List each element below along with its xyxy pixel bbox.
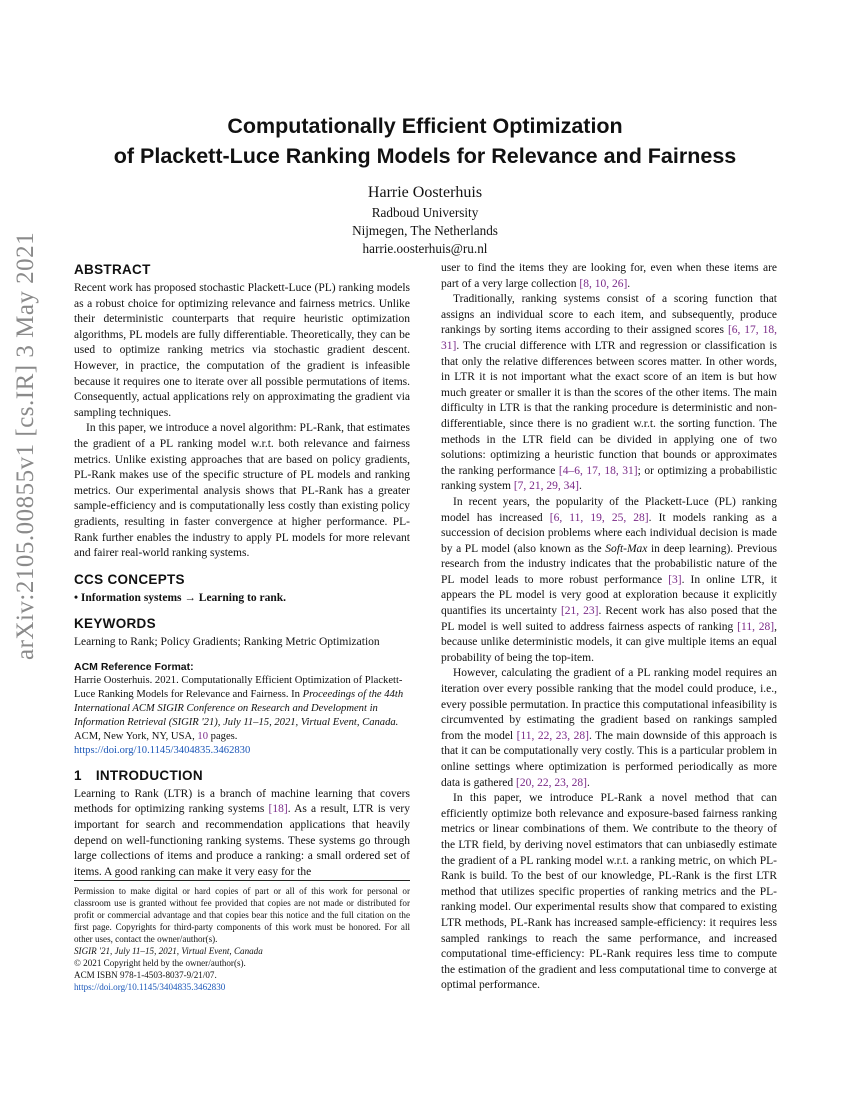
author-location: Nijmegen, The Netherlands <box>352 223 498 238</box>
citation-link[interactable]: [8, 10, 26] <box>579 277 628 290</box>
citation-link[interactable]: [6, 11, 19, 25, 28] <box>549 511 649 524</box>
footnote-doi-link[interactable]: https://doi.org/10.1145/3404835.3462830 <box>74 982 226 992</box>
acm-ref-text: Harrie Oosterhuis. 2021. Computationally Efficient Optimization of Plackett-Luce Ranking Models for Relevance and Fairness. In Proceedings of the 44th International ACM SIGIR Conference on Research and Development in Information Retrieval (SIGIR '21), July 11–15, 2021, Virtual Event, Canada. ACM, New York, NY, USA, 10 pages. https://doi.org/10.1145/3404835.3462830 <box>74 674 404 756</box>
intro-number: 1 <box>74 767 82 783</box>
abstract-paragraph-2: In this paper, we introduce a novel algorithm: PL-Rank, that estimates the gradient of a PL ranking model w.r.t. both relevance and fairness metrics. Unlike existing approaches that are based on policy gradients, PL-Rank makes use of the specific structure of PL models and ranking metrics. Our experimental analysis shows that PL-Rank has a greater sample-efficiency and is computationally less costly than existing policy gradients, resulting in faster convergence at higher performance. PL-Rank further enables the industry to apply PL models for more relevant and fairer real-world ranking systems. <box>74 422 410 560</box>
citation-link[interactable]: [11, 28] <box>737 620 775 633</box>
intro-title: INTRODUCTION <box>95 767 203 783</box>
copyright-footnote <box>74 885 410 993</box>
abstract-paragraph-1: Recent work has proposed stochastic Plackett-Luce (PL) ranking models as a robust choice for optimizing relevance and fairness metrics. Unlike their deterministic counterparts that require heuristic optimization algorithms, PL models are fully differentiable. Theoretically, they can be used to optimize ranking metrics via stochastic gradient descent. However, in practice, the computation of the gradient is infeasible because it requires one to iterate over all possible permutations of items. Consequently, actual applications rely on approximating the gradient via sampling techniques. <box>74 282 410 419</box>
ccs-concepts: • Information systems → Learning to rank. <box>74 591 286 604</box>
author-name: Harrie Oosterhuis <box>367 184 483 201</box>
intro-paragraph-1-cont: user to find the items they are looking for, even when these items are part of a very large collection [8, 10, 26]. <box>441 262 777 290</box>
intro-paragraph-3: In recent years, the popularity of the Plackett-Luce (PL) ranking model has increased [6, 11, 19, 25, 28]. It models ranking as a succession of decision problems where each individual decision is made by a PL model (also known as the Soft-Max in deep learning). Previous research from the industry indicates that the probabilistic nature of the PL model leads to more robust performance [3]. In online LTR, it appears the PL model is very good at exploration because it explicitly quantifies its uncertainty [21, 23]. Recent work has also posed that the PL model is well suited to address fairness aspects of ranking [11, 28], because unlike deterministic models, it can give multiple items an equal probability of being the top-item. <box>441 495 778 664</box>
author-email[interactable]: harrie.oosterhuis@ru.nl <box>362 241 488 256</box>
footnote-divider <box>74 880 410 881</box>
abstract-heading: ABSTRACT <box>74 262 151 277</box>
citation-link[interactable]: [3] <box>668 573 682 586</box>
intro-paragraph-2: Traditionally, ranking systems consist of a scoring function that assigns an individual score to each item, and subsequently, produce rankings by sorting items according to their assigned scores [6, 17, 18, 31]. The crucial difference with LTR and regression or classification is that only the relative differences between scores matter. In other words, in LTR it is not important what the exact score of an item is but how much greater or smaller it is than the scores of the other items. The main difficulty in LTR is that the ranking procedure is deterministic and non-differentiable, since there is no gradient w.r.t. the sorting function. The methods in the LTR field can be divided in applying one of two solutions: optimizing a heuristic function that bounds or approximates the ranking performance [4–6, 17, 18, 31]; or optimizing a probabilistic ranking system [7, 21, 29, 34]. <box>441 293 777 493</box>
right-column <box>441 261 777 994</box>
footnote-copyright: © 2021 Copyright held by the owner/author(s). <box>74 958 246 968</box>
permission-notice: Permission to make digital or hard copies of part or all of this work for personal or classroom use is granted without fee provided that copies are not made or distributed for profit or commercial advantage and that copies bear this notice and the full citation on the first page. Copyrights for third-party components of this work must be honored. For all other uses, contact the owner/author(s). <box>74 886 410 944</box>
arxiv-stamp: arXiv:2105.00855v1 [cs.IR] 3 May 2021 <box>12 231 39 660</box>
acm-ref-pages-link[interactable]: 10 <box>197 730 209 742</box>
intro-paragraph-4: However, calculating the gradient of a PL ranking model requires an iteration over every possible ranking that the model could produce, i.e., every possible permutation. In practice this computational infeasibility is circumvented by estimating the gradient based on rankings sampled from the model [11, 22, 23, 28]. The main downside of this approach is that it can be computationally very costly. This is a particular problem in online settings where optimization is performed periodically as more data is gathered [20, 22, 23, 28]. <box>441 667 777 789</box>
citation-link[interactable]: [21, 23] <box>560 605 599 618</box>
acm-ref-heading: ACM Reference Format: <box>74 660 194 673</box>
ccs-heading: CCS CONCEPTS <box>74 571 185 587</box>
paper-title <box>60 111 790 171</box>
citation-link[interactable]: [6, 17, 18, 31] <box>441 324 777 352</box>
keywords-heading: KEYWORDS <box>74 616 156 632</box>
acm-ref-doi-link[interactable]: https://doi.org/10.1145/3404835.3462830 <box>74 744 251 756</box>
intro-paragraph-5: In this paper, we introduce PL-Rank a novel method that can efficiently optimize both relevance and exposure-based fairness ranking metrics or linear combinations of them. We contribute to the theory of the LTR field, by deriving novel estimators that can unbiasedly estimate the gradient of a PL ranking model w.r.t. a ranking metric, on which PL-Rank is build. To the best of our knowledge, PL-Rank is the first LTR method that utilizes specific properties of ranking metrics and the PL-ranking model. Our experimental results show that compared to existing LTR methods, PL-Rank has increased sample-efficiency: it requires less sampled rankings to reach the same performance, and increased computational time-efficiency: PL-Rank requires less time to compute the estimation of the gradient and less computational time to converge at optimal performance. <box>441 792 777 992</box>
title-line-2: of Plackett-Luce Ranking Models for Relevance and Fairness <box>113 144 737 168</box>
keywords-text: Learning to Rank; Policy Gradients; Ranking Metric Optimization <box>74 636 380 649</box>
citation-link[interactable]: [20, 22, 23, 28] <box>516 776 587 789</box>
author-block <box>60 182 790 258</box>
citation-link[interactable]: [4–6, 17, 18, 31] <box>558 464 638 477</box>
intro-paragraph-1: Learning to Rank (LTR) is a branch of machine learning that covers methods for optimizing ranking systems [18]. As a result, LTR is very important for search and recommendation applications that heavily depend on well-functioning ranking systems. These systems go through large collections of items and produce a ranking: a small ordered set of items. A good ranking can make it very easy for the <box>74 787 410 878</box>
title-line-1: Computationally Efficient Optimization <box>227 114 623 138</box>
left-column <box>74 261 410 880</box>
acm-ref-venue: Proceedings of the 44th International ACM SIGIR Conference on Research and Development in Information Retrieval (SIGIR '21), July 11–15, 2021, Virtual Event, Canada. <box>74 688 404 728</box>
footnote-isbn: ACM ISBN 978-1-4503-8037-9/21/07. <box>74 970 217 980</box>
footnote-venue: SIGIR '21, July 11–15, 2021, Virtual Event, Canada <box>74 946 263 956</box>
citation-link[interactable]: [18] <box>268 803 288 816</box>
citation-link[interactable]: [7, 21, 29, 34] <box>513 480 579 493</box>
citation-link[interactable]: [11, 22, 23, 28] <box>516 729 589 742</box>
author-affiliation: Radboud University <box>371 205 479 220</box>
intro-heading <box>74 767 410 785</box>
